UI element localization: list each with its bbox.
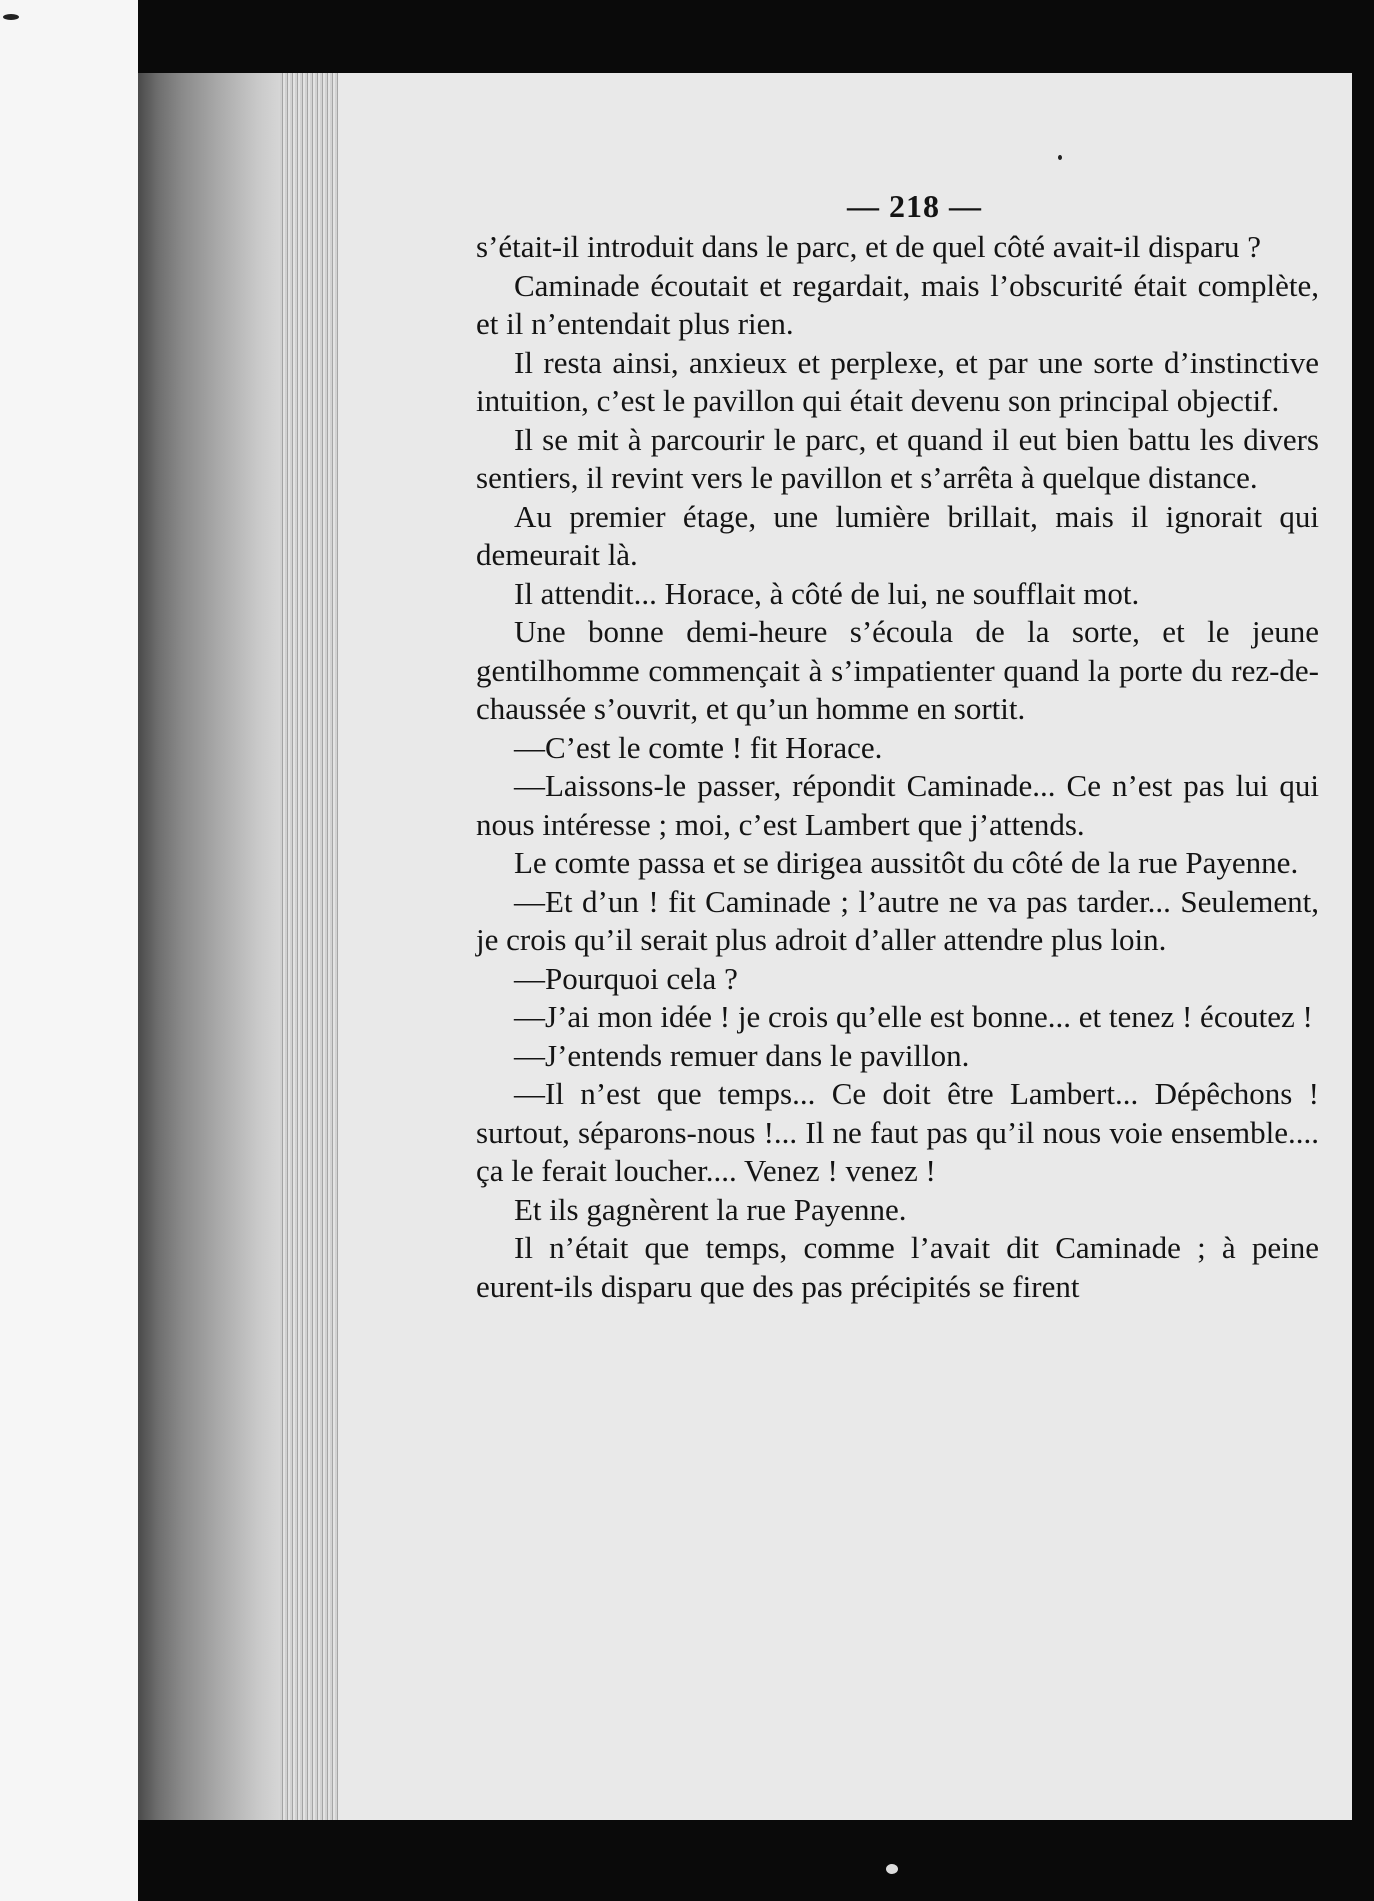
page-edges [280, 73, 338, 1820]
paragraph: Caminade écoutait et regardait, mais l’obscurité était complète, et il n’entendait plus rien. [476, 267, 1319, 341]
page-text [476, 186, 1319, 1306]
paragraph: —J’ai mon idée ! je crois qu’elle est bonne... et tenez ! écoutez ! [514, 999, 1313, 1034]
paragraph: —Il n’est que temps... Ce doit être Lambert... Dépêchons ! surtout, séparons-nous !... Il ne faut pas qu’il nous voie ensemble.... ça le ferait loucher.... Venez ! venez ! [476, 1076, 1319, 1188]
paragraph: —Laissons-le passer, répondit Caminade... Ce n’est pas lui qui nous intéresse ; moi, c’est Lambert que j’attends. [476, 768, 1319, 842]
paragraph: Une bonne demi-heure s’écoula de la sorte, et le jeune gentilhomme commençait à s’impatienter quand la porte du rez-de-chaussée s’ouvrit, et qu’un homme en sortit. [476, 614, 1319, 726]
paragraph: —Pourquoi cela ? [514, 960, 738, 996]
paragraph: Au premier étage, une lumière brillait, mais il ignorait qui demeurait là. [476, 498, 1319, 572]
dust-speck [1058, 155, 1062, 160]
dust-speck [3, 14, 19, 20]
page-number: — 218 — [847, 188, 982, 224]
paragraph: Il resta ainsi, anxieux et perplexe, et par une sorte d’instinctive intuition, c’est le pavillon qui était devenu son principal objectif. [476, 344, 1319, 418]
paragraph: Il se mit à parcourir le parc, et quand il eut bien battu les divers sentiers, il revint vers le pavillon et s’arrêta à quelque distance. [476, 421, 1319, 495]
paragraph: Il attendit... Horace, à côté de lui, ne soufflait mot. [514, 575, 1140, 611]
paragraph: —C’est le comte ! fit Horace. [514, 729, 883, 765]
paragraph: Il n’était que temps, comme l’avait dit Caminade ; à peine eurent-ils disparu que des pas précipités se firent [476, 1230, 1319, 1304]
paragraph: Et ils gagnèrent la rue Payenne. [514, 1191, 907, 1227]
paragraph: Le comte passa et se dirigea aussitôt du côté de la rue Payenne. [514, 845, 1299, 880]
paragraph: —Et d’un ! fit Caminade ; l’autre ne va pas tarder... Seulement, je crois qu’il serait plus adroit d’aller attendre plus loin. [476, 883, 1319, 957]
dust-speck [886, 1864, 898, 1874]
paragraph: —J’entends remuer dans le pavillon. [514, 1037, 970, 1073]
paragraph: s’était-il introduit dans le parc, et de quel côté avait-il disparu ? [476, 229, 1262, 264]
